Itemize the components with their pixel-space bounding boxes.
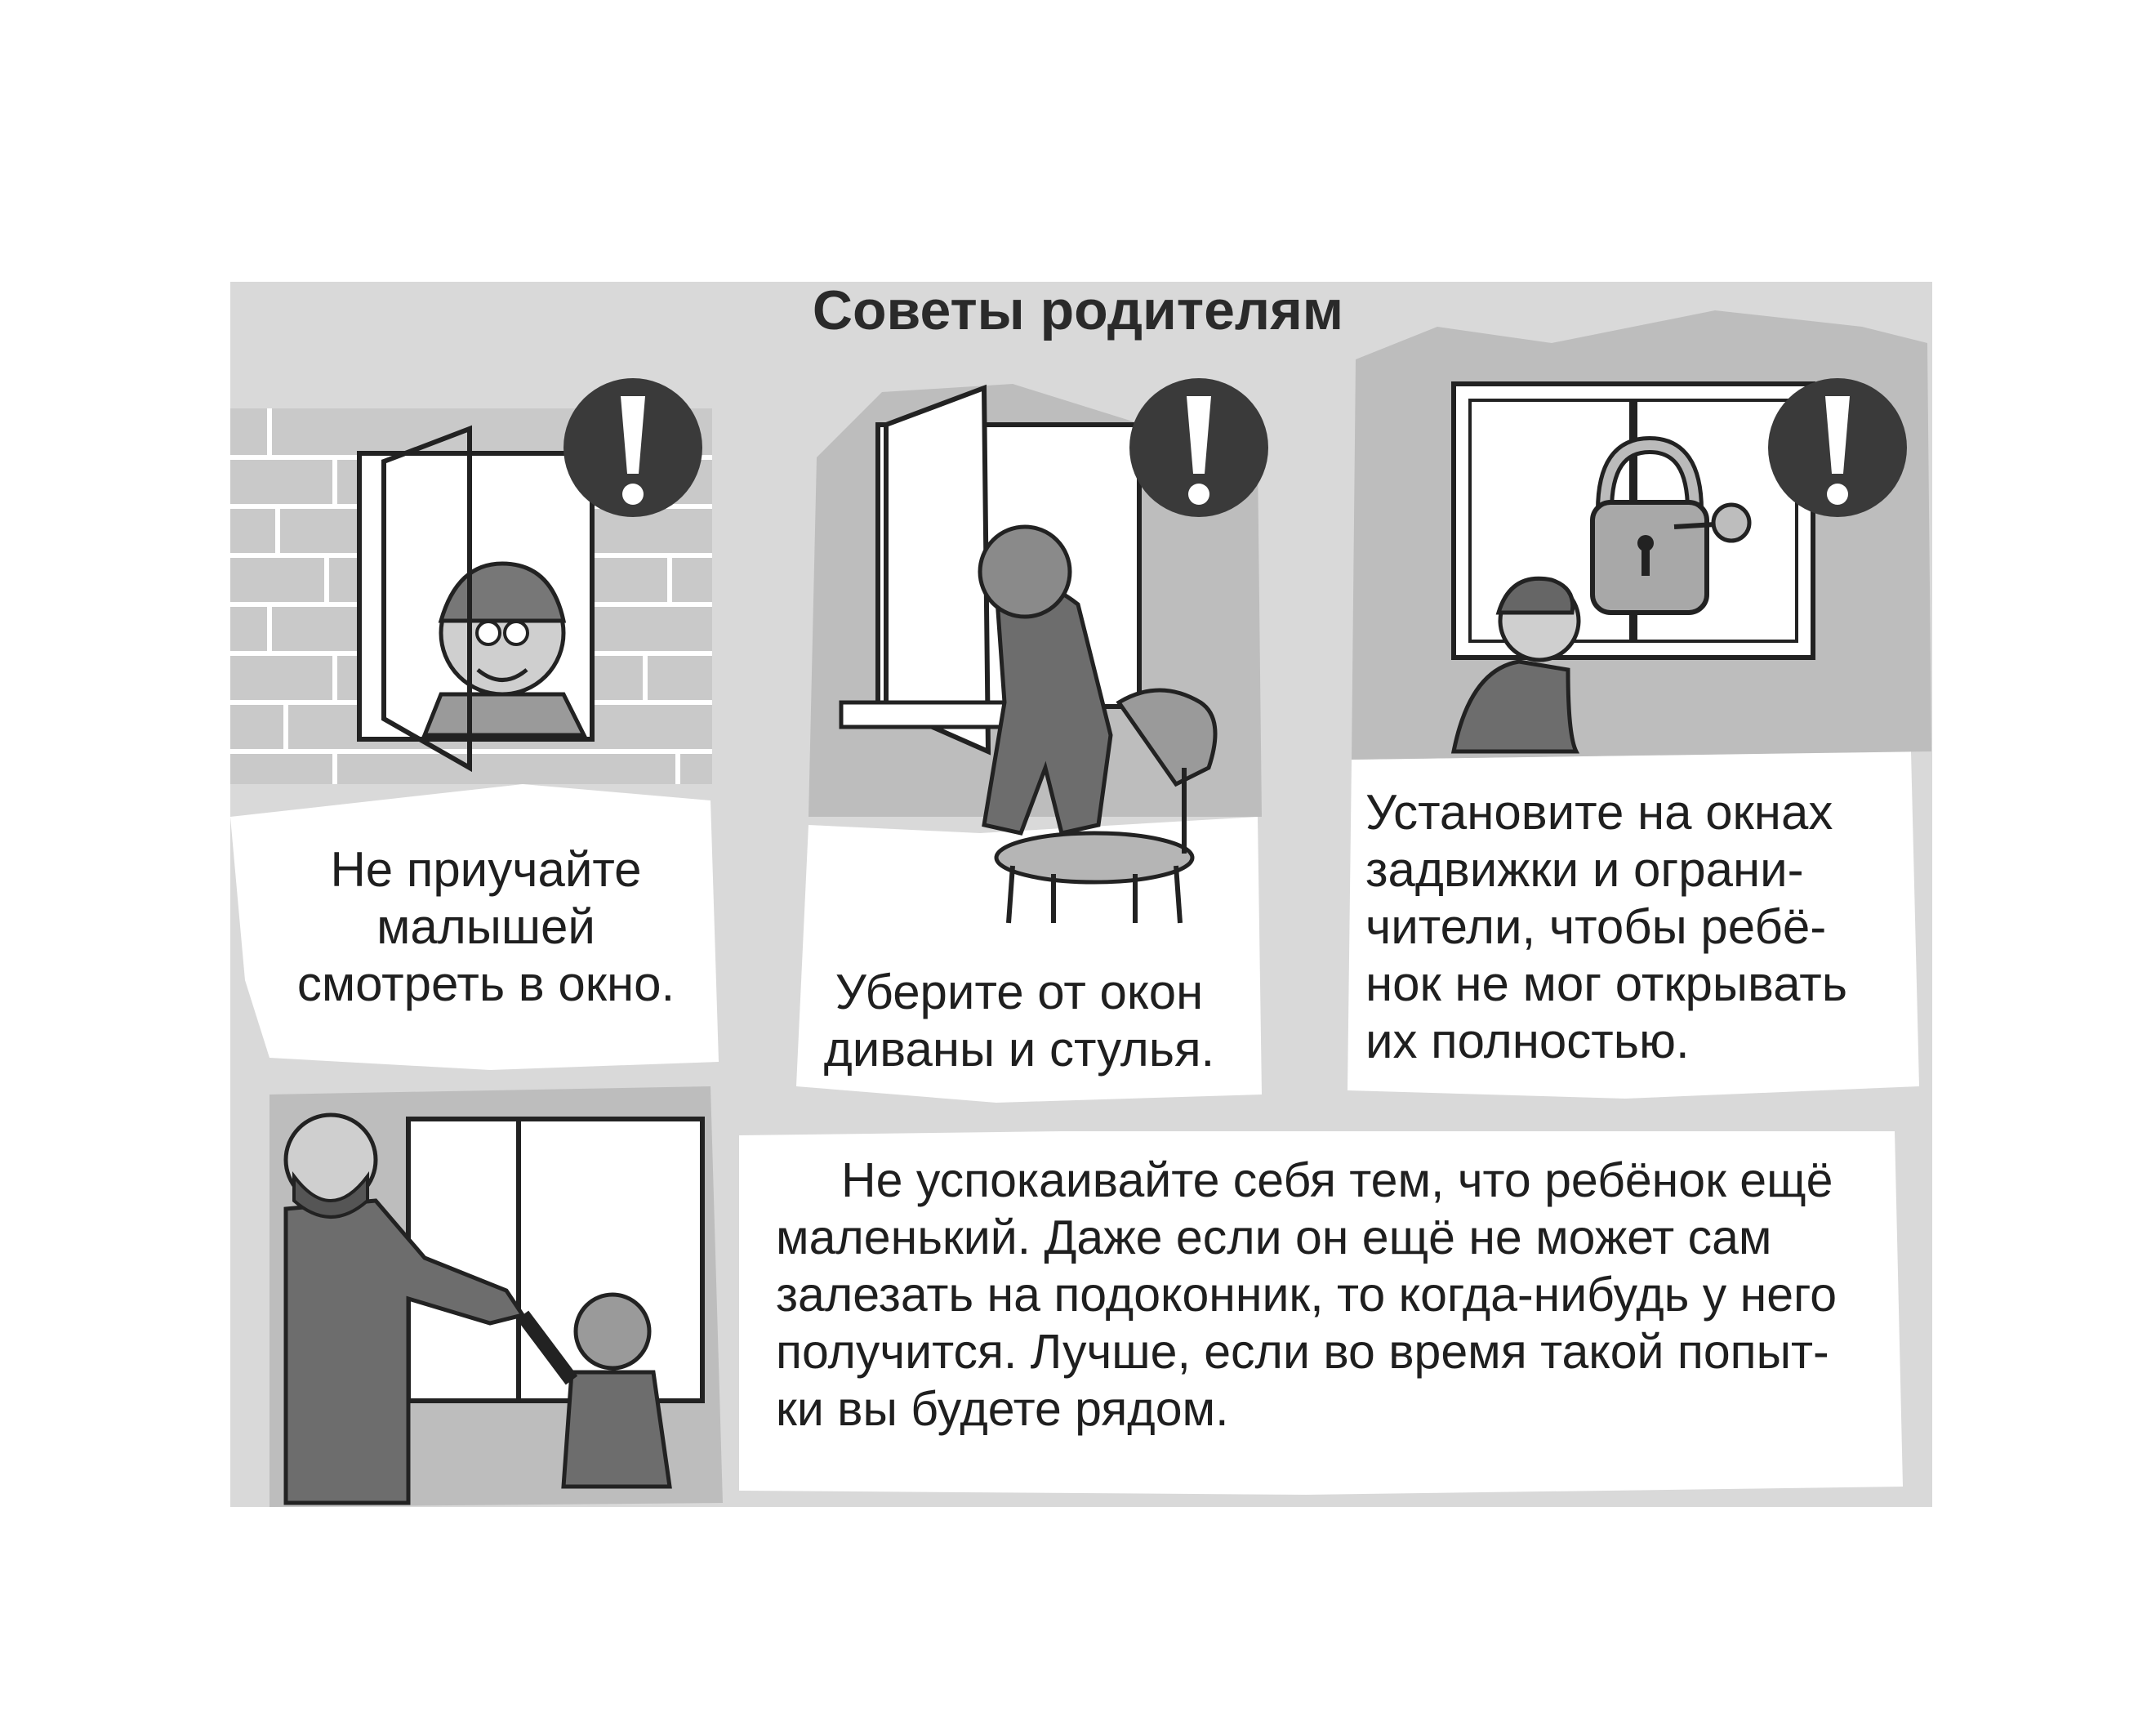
tip-line: задвижки и ограни- bbox=[1365, 842, 1804, 897]
tip-line: малышей bbox=[376, 899, 595, 954]
exclamation-icon bbox=[1129, 378, 1268, 517]
tip-line: смотреть в окно. bbox=[296, 956, 675, 1011]
tip-caption-4 bbox=[776, 1152, 1870, 1438]
parent-and-child-illustration bbox=[270, 1086, 723, 1507]
tip-line: Не приучайте bbox=[330, 842, 642, 897]
tip-caption-2 bbox=[799, 964, 1240, 1078]
tip-caption-1 bbox=[278, 841, 694, 1013]
tip-line: диваны и стулья. bbox=[823, 1022, 1215, 1077]
tip-line: ки вы будете рядом. bbox=[776, 1382, 1229, 1436]
tip-line: Не успокаивайте себя тем, что ребёнок ещё bbox=[841, 1153, 1833, 1207]
tip-caption-3 bbox=[1365, 784, 1888, 1070]
tip-line: получится. Лучше, если во время такой попыт- bbox=[776, 1325, 1829, 1379]
tip-line: залезать на подоконник, то когда-нибудь у него bbox=[776, 1268, 1838, 1322]
tip-line: Уберите от окон bbox=[835, 965, 1204, 1019]
page-title: Советы родителям bbox=[812, 279, 1344, 341]
exclamation-icon bbox=[1768, 378, 1907, 517]
tip-line: их полностью. bbox=[1365, 1014, 1690, 1068]
exclamation-icon bbox=[564, 378, 702, 517]
tip-line: маленький. Даже если он ещё не может сам bbox=[776, 1210, 1772, 1264]
tip-line: Установите на окнах bbox=[1365, 785, 1833, 840]
tip-line: нок не мог открывать bbox=[1365, 956, 1848, 1011]
tip-line: чители, чтобы ребё- bbox=[1365, 899, 1827, 954]
